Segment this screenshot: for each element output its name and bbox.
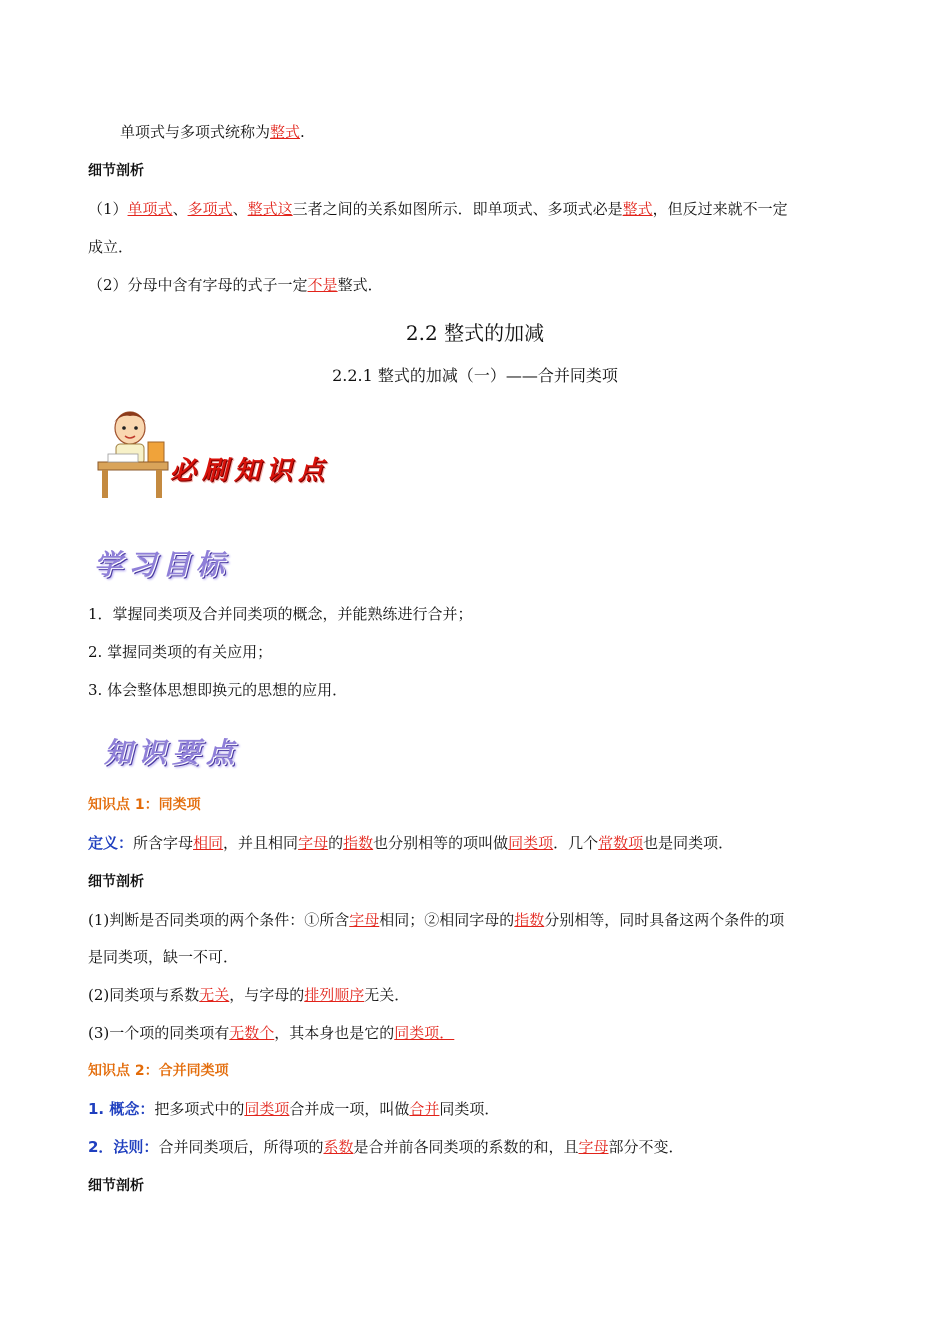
highlight-term: 整式 (270, 123, 301, 141)
detail-like-terms-1-cont: 是同类项，缺一不可． (88, 948, 239, 966)
detail-item-1: （1）单项式、多项式、整式这三者之间的关系如图所示．即单项式、多项式必是整式，但反过来就不一定 (88, 200, 788, 218)
definition-like-terms: 定义：所含字母相同，并且相同字母的指数也分别相等的项叫做同类项．几个常数项也是同类项． (88, 834, 734, 852)
concept-combine-like-terms: 1. 概念：把多项式中的同类项合并成一项，叫做合并同类项． (88, 1100, 500, 1118)
detail-item-1-cont: 成立． (88, 238, 134, 256)
goal-item-2: 2. 掌握同类项的有关应用； (88, 643, 273, 661)
detail-like-terms-1: (1)判断是否同类项的两个条件：①所含字母相同；②相同字母的指数分别相等，同时具备这两个条件的项 (88, 911, 785, 929)
goal-item-3: 3. 体会整体思想即换元的思想的应用． (88, 681, 348, 699)
banner-must-learn (92, 406, 332, 502)
banner-must-learn-text: 必刷知识点 (170, 456, 331, 486)
rule-combine-like-terms: 2．法则：合并同类项后，所得项的系数是合并前各同类项的系数的和，且字母部分不变． (88, 1138, 684, 1156)
subsection-title: 2.2.1 整式的加减（一）——合并同类项 (332, 366, 618, 385)
paragraph-integral-expression: 单项式与多项式统称为整式. (120, 123, 305, 141)
banner-learning-goals: 学习目标 (94, 548, 231, 581)
detail-heading: 细节剖析 (88, 163, 144, 179)
detail-like-terms-3: (3)一个项的同类项有无数个，其本身也是它的同类项． (88, 1024, 455, 1042)
knowledge-point-1-title: 知识点 1：同类项 (88, 797, 201, 813)
student-at-desk-icon (92, 406, 172, 502)
detail-heading-2: 细节剖析 (88, 874, 144, 890)
detail-like-terms-2: (2)同类项与系数无关，与字母的排列顺序无关． (88, 986, 410, 1004)
banner-key-points: 知识要点 (104, 736, 241, 769)
detail-item-2: （2）分母中含有字母的式子一定不是整式． (88, 276, 383, 294)
goal-item-1: 1．掌握同类项及合并同类项的概念，并能熟练进行合并； (88, 605, 473, 623)
section-title: 2.2 整式的加减 (405, 321, 545, 345)
detail-heading-3: 细节剖析 (88, 1178, 144, 1194)
knowledge-point-2-title: 知识点 2：合并同类项 (88, 1063, 229, 1079)
